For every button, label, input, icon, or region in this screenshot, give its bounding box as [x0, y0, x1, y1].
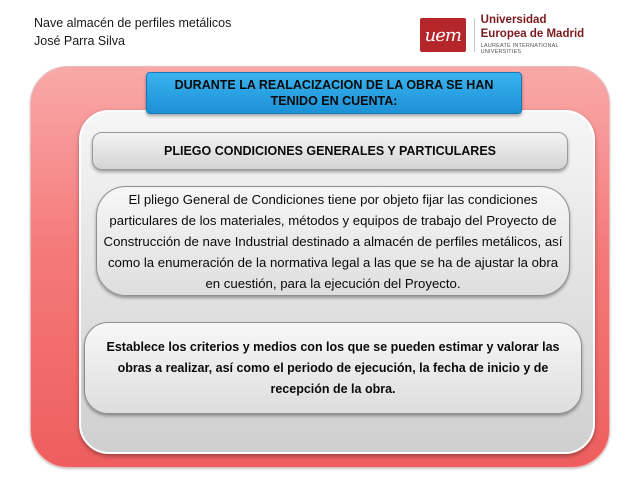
slide-title: DURANTE LA REALACIZACION DE LA OBRA SE HAN TENIDO EN CUENTA: — [146, 72, 522, 114]
description-box — [96, 186, 570, 296]
author-name: José Parra Silva — [34, 34, 126, 48]
criteria-box — [84, 322, 582, 414]
logo-text — [481, 15, 600, 55]
criteria-text: Establece los criterios y medios con los que se pueden estimar y valorar las obras a realizar, así como el periodo de ejecución, la fecha de inicio y de recepción de la obra. — [106, 339, 560, 396]
uem-logo-icon: uem — [420, 18, 466, 52]
logo-line-2: Europea de Madrid — [480, 27, 585, 40]
university-logo — [420, 14, 600, 56]
logo-line-1: Universidad — [480, 14, 547, 26]
section-heading: PLIEGO CONDICIONES GENERALES Y PARTICULARES — [92, 132, 568, 170]
document-header — [34, 14, 231, 50]
logo-divider — [474, 18, 475, 52]
project-title: Nave almacén de perfiles metálicos — [34, 16, 232, 30]
logo-line-3: LAUREATE INTERNATIONAL UNIVERSITIES — [480, 43, 559, 55]
description-text: El pliego General de Condiciones tiene por objeto fijar las condiciones particulares de los materiales, métodos y equipos de trabajo del Proyecto de Construcción de nave Industrial destinado a almacén de perfiles metálicos, así como la enumeración de la normativa legal a las que se ha de ajustar la obra en cuestión, para la ejecución del Proyecto. — [103, 191, 563, 291]
